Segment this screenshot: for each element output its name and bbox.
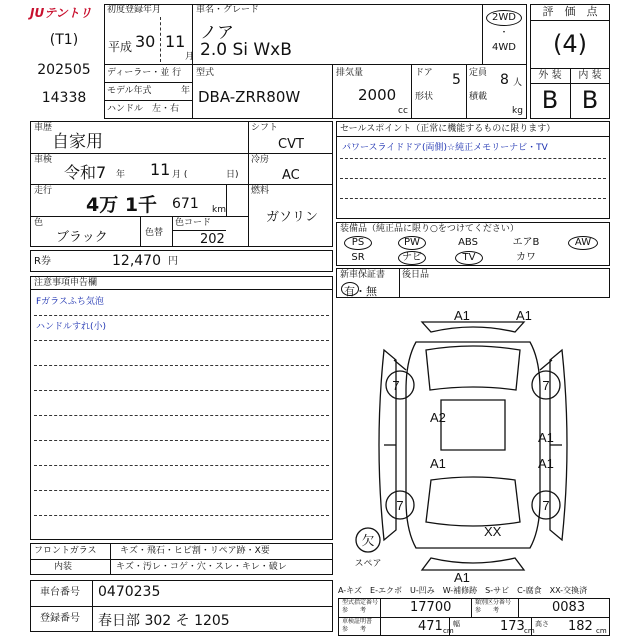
- exterior-grade: B: [541, 86, 559, 114]
- spare-mark: 欠: [361, 533, 375, 548]
- interior-cond-value: キズ・汚レ・コゲ・穴・スレ・キレ・破レ: [116, 562, 287, 572]
- damage-mark: 7: [542, 378, 550, 393]
- doors: 5: [452, 72, 461, 88]
- shape-label: 形状: [415, 92, 434, 102]
- selling-point-line: パワースライドドア(両側)☆純正メモリーナビ・TV: [342, 143, 548, 153]
- after-items-label: 後日品: [402, 270, 430, 280]
- car-damage-diagram: [336, 300, 610, 585]
- selling-points-label: セールスポイント（正常に機能するものに限ります）: [340, 124, 556, 134]
- cooling-value: AC: [282, 168, 300, 183]
- inspection-year-unit: 年: [116, 170, 126, 180]
- notes-label: 注意事項申告欄: [34, 278, 98, 288]
- length-label: 車検証明書: [342, 618, 373, 625]
- capacity-label: 定員: [469, 68, 488, 78]
- damage-mark: A1: [516, 308, 532, 323]
- equip-tv: TV: [462, 252, 476, 263]
- class-number: 0083: [552, 600, 586, 615]
- recycle-label: R券: [34, 256, 51, 267]
- drive-2wd: 2WD: [492, 12, 516, 23]
- mileage-big: 4万 1千: [86, 194, 158, 216]
- inspection-label: 車検: [34, 155, 53, 165]
- inspection-day-unit: 日): [226, 170, 239, 180]
- damage-mark: A2: [430, 410, 446, 425]
- note-line: ハンドルすれ(小): [36, 322, 107, 332]
- exterior-label: 外 装: [538, 70, 562, 81]
- equip-pw: PW: [404, 237, 420, 248]
- first-reg-year: 30: [135, 32, 156, 51]
- lot-code: (T1): [49, 32, 79, 48]
- load-label: 積載: [469, 92, 488, 102]
- damage-mark: 7: [542, 498, 550, 513]
- car-name-label: 車名・グレード: [196, 5, 260, 15]
- damage-mark: A1: [454, 570, 470, 585]
- damage-mark: 7: [392, 378, 400, 393]
- displacement-label: 排気量: [336, 68, 364, 78]
- interior-cond-label: 内装: [54, 562, 73, 572]
- width-label: 幅: [453, 620, 460, 628]
- length: 471: [418, 619, 443, 634]
- damage-mark: A1: [430, 456, 446, 471]
- capacity: 8: [500, 72, 509, 88]
- interior-label: 内 装: [578, 70, 602, 81]
- equip-aw: AW: [574, 237, 592, 248]
- color-label: 色: [34, 218, 44, 228]
- model-type: DBA-ZRR80W: [198, 88, 301, 106]
- recycle-unit: 円: [168, 256, 178, 267]
- displacement: 2000: [358, 86, 397, 104]
- rating-label: 評 価 点: [542, 5, 598, 18]
- vehicle-header-box: [104, 4, 527, 119]
- inspection-era: 令和7: [64, 163, 107, 182]
- first-reg-month: 11: [165, 32, 186, 51]
- drive-4wd: 4WD: [492, 42, 516, 53]
- damage-mark: A1: [454, 308, 470, 323]
- chassis-number: 0470235: [98, 584, 161, 600]
- cooling-label: 冷房: [251, 155, 270, 165]
- shift-label: シフト: [251, 123, 279, 133]
- model-type-label: 型式: [196, 68, 215, 78]
- plate-number: 春日部 302 そ 1205: [98, 613, 230, 629]
- car-name: ノア: [200, 23, 234, 43]
- cert-sub: 参 考: [342, 607, 367, 614]
- auction-logo: JUテントリ: [30, 6, 92, 20]
- warranty-label: 新車保証書: [340, 270, 386, 280]
- drive-dot: ・: [499, 28, 509, 38]
- warranty-value: 有・無: [344, 285, 377, 298]
- front-glass-value: キズ・飛石・ヒビ割・リペア跡・X要: [120, 546, 270, 556]
- width-unit: cm: [524, 627, 535, 635]
- interior-grade: B: [581, 86, 599, 114]
- auction-number: 14338: [41, 90, 87, 106]
- first-reg-era: 平成: [108, 40, 133, 54]
- auction-date: 202505: [37, 62, 91, 78]
- height: 182: [568, 619, 593, 634]
- spare-label: スペア: [354, 558, 382, 568]
- equip-ps: PS: [351, 237, 365, 248]
- mileage-unit: km: [212, 205, 226, 215]
- damage-mark: A1: [538, 430, 554, 445]
- recycle-value: 12,470: [112, 253, 161, 269]
- mileage-label: 走行: [34, 186, 53, 196]
- height-unit: cm: [596, 627, 607, 635]
- mileage-small: 671: [172, 196, 199, 212]
- first-reg-label: 初度登録年月: [107, 5, 162, 15]
- handle-label: ハンドル 左・右: [107, 104, 180, 114]
- inspection-month: 11: [150, 160, 171, 179]
- equip-abs: ABS: [458, 237, 478, 248]
- chassis-label: 車台番号: [40, 587, 80, 598]
- damage-mark: XX: [484, 524, 502, 539]
- damage-mark: A1: [538, 456, 554, 471]
- shift-value: CVT: [278, 137, 304, 152]
- usage-label: 車歴: [34, 123, 53, 133]
- width: 173: [500, 619, 525, 634]
- color-change-label: 色替: [145, 228, 164, 238]
- equip-sr: SR: [351, 252, 365, 263]
- rating-score: (4): [553, 30, 587, 58]
- equip-airbag: エアB: [512, 237, 540, 248]
- length-unit: cm: [443, 627, 454, 635]
- equipment-label: 装備品（純正品に限り○をつけてください）: [340, 224, 519, 234]
- displacement-unit: cc: [398, 106, 408, 116]
- length-sub: 参 考: [342, 626, 367, 633]
- note-line: Fガラスふち気泡: [36, 297, 104, 307]
- class-label: 類別区分番号: [475, 599, 512, 606]
- color-value: ブラック: [56, 230, 108, 245]
- inspection-month-unit: 月 (: [172, 170, 188, 180]
- plate-label: 登録番号: [40, 613, 80, 624]
- color-code-label: 色コード: [175, 218, 212, 228]
- model-year-unit: 年: [181, 86, 191, 96]
- capacity-unit: 人: [513, 78, 523, 88]
- equip-navi: ナビ: [402, 252, 422, 263]
- equip-leather: カワ: [516, 252, 536, 263]
- first-reg-month-unit: 月: [185, 52, 195, 62]
- damage-legend: A-キズ E-エクボ U-凹み W-補修跡 S-サビ C-腐食 XX-交換済: [338, 586, 588, 595]
- cert-label: 型式指定番号: [342, 599, 379, 606]
- load-unit: kg: [512, 106, 523, 116]
- height-label: 高さ: [535, 620, 549, 628]
- dealer-label: ディーラー・並 行: [107, 68, 182, 78]
- class-sub: 参 考: [475, 607, 500, 614]
- doors-label: ドア: [415, 68, 433, 78]
- model-year-label: モデル年式: [107, 86, 152, 96]
- damage-mark: 7: [396, 498, 404, 513]
- fuel-value: ガソリン: [266, 210, 319, 225]
- cert-number: 17700: [410, 600, 452, 615]
- recycle-box: [30, 250, 333, 272]
- car-grade: 2.0 Si WxB: [200, 40, 292, 60]
- fuel-label: 燃料: [251, 186, 270, 196]
- color-code: 202: [200, 232, 225, 247]
- usage-value: 自家用: [52, 132, 103, 152]
- front-glass-label: フロントガラス: [34, 546, 97, 556]
